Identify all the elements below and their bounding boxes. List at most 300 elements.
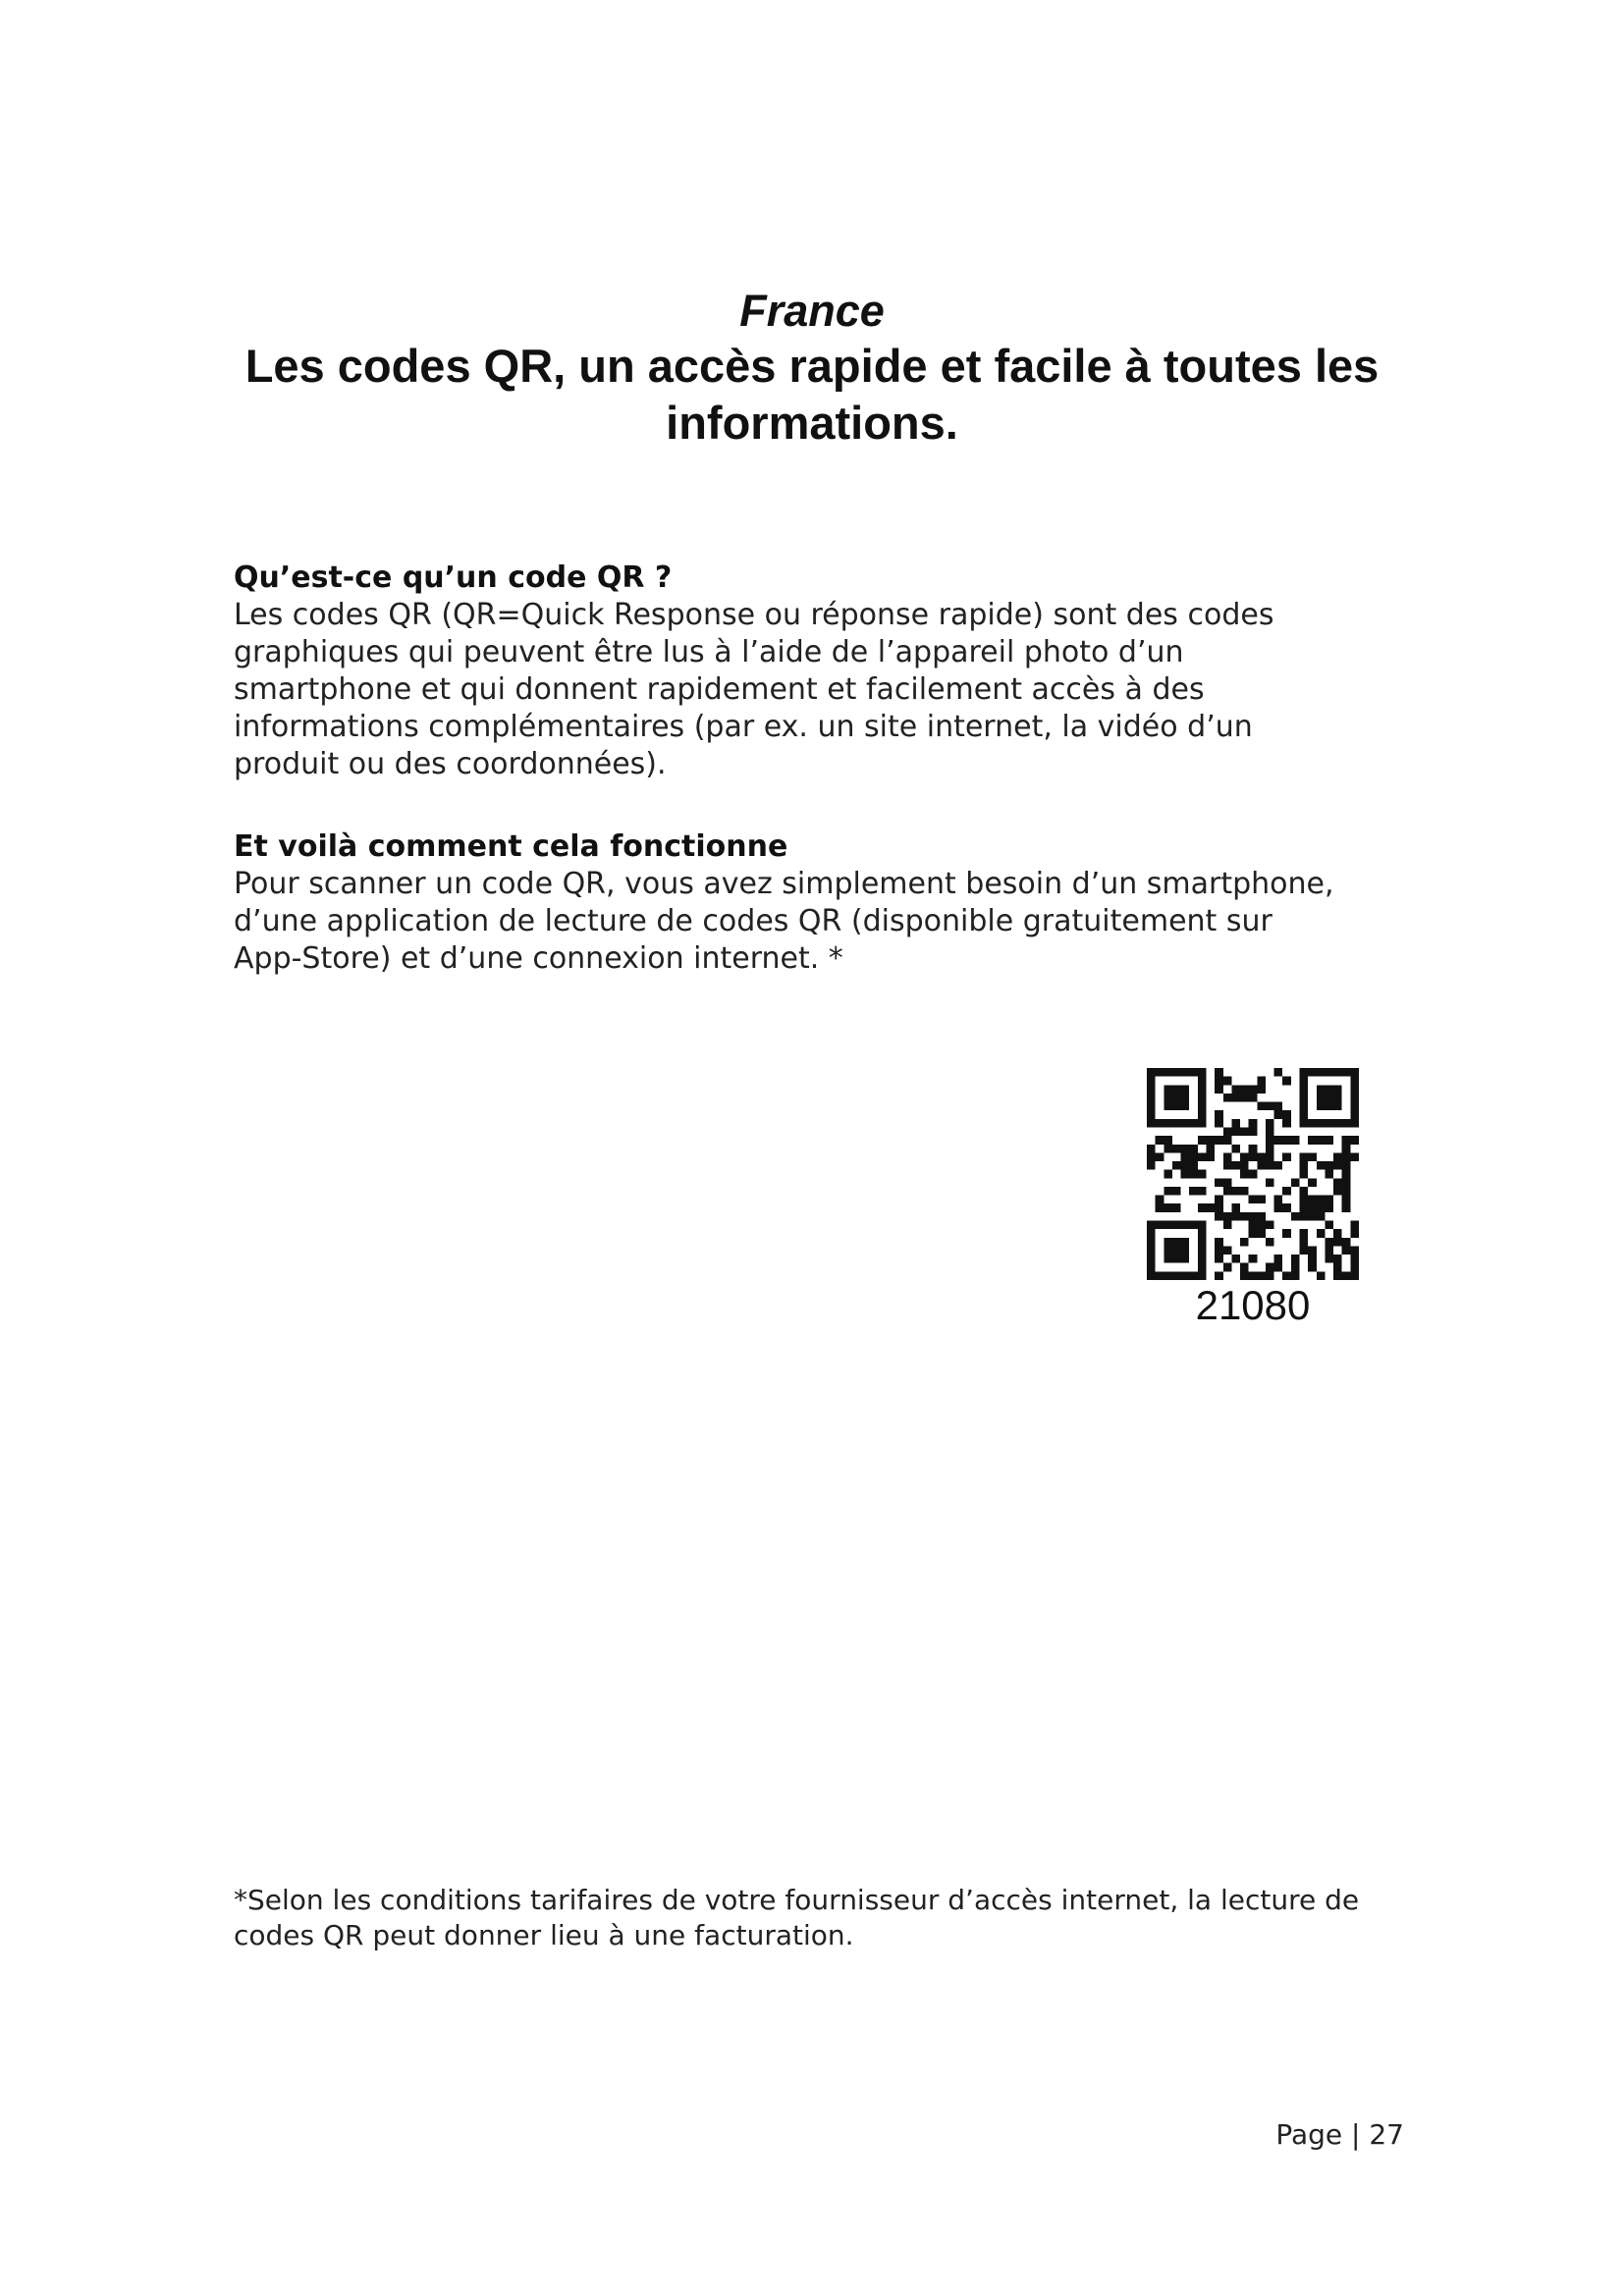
qr-module — [1350, 1077, 1359, 1086]
qr-module — [1257, 1271, 1266, 1280]
qr-module — [1317, 1212, 1326, 1221]
qr-module — [1333, 1187, 1342, 1196]
qr-module — [1249, 1196, 1258, 1204]
qr-module — [1308, 1119, 1317, 1128]
page-number: Page | 27 — [1275, 2118, 1404, 2151]
qr-module — [1181, 1221, 1190, 1230]
qr-module — [1231, 1127, 1240, 1136]
qr-module — [1231, 1119, 1240, 1128]
qr-module — [1181, 1238, 1190, 1247]
qr-module — [1342, 1170, 1351, 1179]
qr-module — [1223, 1094, 1232, 1102]
qr-module — [1172, 1246, 1181, 1255]
qr-module — [1231, 1145, 1240, 1153]
qr-module — [1172, 1068, 1181, 1077]
qr-module — [1308, 1212, 1317, 1221]
qr-module — [1198, 1263, 1207, 1272]
qr-module — [1300, 1229, 1309, 1238]
qr-module — [1223, 1152, 1232, 1161]
qr-module — [1333, 1085, 1342, 1094]
qr-module — [1231, 1255, 1240, 1263]
footnote: *Selon les conditions tarifaires de votre fournisseur d’accès internet, la lecture de codes QR peut donner lieu à une facturation. — [234, 1884, 1360, 1951]
qr-module — [1317, 1161, 1326, 1170]
qr-module — [1249, 1271, 1258, 1280]
qr-module — [1282, 1152, 1291, 1161]
qr-module — [1350, 1221, 1359, 1230]
qr-module — [1164, 1094, 1172, 1102]
qr-module — [1266, 1119, 1274, 1128]
qr-module — [1266, 1221, 1274, 1230]
qr-module — [1249, 1127, 1258, 1136]
qr-module — [1317, 1196, 1326, 1204]
qr-module — [1181, 1085, 1190, 1094]
qr-module — [1350, 1119, 1359, 1128]
qr-module — [1266, 1178, 1274, 1187]
qr-module — [1147, 1077, 1156, 1086]
qr-module — [1333, 1263, 1342, 1272]
qr-module — [1231, 1085, 1240, 1094]
qr-module — [1249, 1119, 1258, 1128]
qr-module — [1172, 1119, 1181, 1128]
qr-module — [1342, 1196, 1351, 1204]
qr-module — [1181, 1170, 1190, 1179]
qr-module — [1249, 1145, 1258, 1153]
qr-module — [1266, 1145, 1274, 1153]
qr-module — [1317, 1271, 1326, 1280]
qr-module — [1333, 1119, 1342, 1128]
qr-module — [1231, 1187, 1240, 1196]
qr-module — [1300, 1152, 1309, 1161]
qr-module — [1274, 1196, 1283, 1204]
qr-module — [1317, 1068, 1326, 1077]
qr-module — [1181, 1161, 1190, 1170]
qr-module — [1300, 1187, 1309, 1196]
qr-module — [1215, 1271, 1223, 1280]
qr-module — [1342, 1068, 1351, 1077]
qr-module — [1274, 1255, 1283, 1263]
qr-module — [1198, 1238, 1207, 1247]
qr-module — [1189, 1068, 1198, 1077]
qr-module — [1282, 1203, 1291, 1212]
qr-module — [1300, 1212, 1309, 1221]
qr-module — [1215, 1196, 1223, 1204]
qr-module — [1156, 1136, 1164, 1145]
qr-module — [1147, 1246, 1156, 1255]
qr-module — [1172, 1255, 1181, 1263]
qr-module — [1266, 1102, 1274, 1111]
qr-module — [1282, 1077, 1291, 1086]
section-heading: Qu’est-ce qu’un code QR ? — [234, 561, 673, 595]
qr-module — [1266, 1136, 1274, 1145]
qr-module — [1342, 1246, 1351, 1255]
qr-module — [1240, 1161, 1249, 1170]
qr-module — [1215, 1178, 1223, 1187]
qr-module — [1291, 1263, 1300, 1272]
qr-module — [1172, 1102, 1181, 1111]
qr-module — [1317, 1136, 1326, 1145]
qr-module — [1300, 1170, 1309, 1179]
qr-module — [1325, 1255, 1333, 1263]
qr-module — [1350, 1094, 1359, 1102]
qr-module — [1206, 1145, 1215, 1153]
qr-module — [1300, 1196, 1309, 1204]
qr-module — [1300, 1077, 1309, 1086]
qr-module — [1198, 1203, 1207, 1212]
qr-module — [1147, 1221, 1156, 1230]
section-heading: Et voilà comment cela fonctionne — [234, 829, 788, 864]
qr-module — [1172, 1094, 1181, 1102]
qr-module — [1342, 1161, 1351, 1170]
qr-module — [1325, 1094, 1333, 1102]
qr-module — [1215, 1110, 1223, 1119]
qr-module — [1325, 1085, 1333, 1094]
qr-module — [1198, 1085, 1207, 1094]
qr-module — [1223, 1178, 1232, 1187]
qr-module — [1181, 1094, 1190, 1102]
qr-module — [1350, 1085, 1359, 1094]
qr-module — [1164, 1246, 1172, 1255]
qr-module — [1333, 1229, 1342, 1238]
qr-module — [1215, 1203, 1223, 1212]
qr-module — [1300, 1068, 1309, 1077]
qr-module — [1181, 1102, 1190, 1111]
qr-module — [1266, 1161, 1274, 1170]
qr-module — [1282, 1271, 1291, 1280]
qr-module — [1317, 1203, 1326, 1212]
section-how-it-works — [234, 828, 1432, 978]
qr-module — [1240, 1170, 1249, 1179]
qr-module — [1300, 1203, 1309, 1212]
qr-module — [1215, 1136, 1223, 1145]
qr-module — [1342, 1203, 1351, 1212]
qr-module — [1198, 1246, 1207, 1255]
qr-module — [1274, 1161, 1283, 1170]
qr-module — [1215, 1068, 1223, 1077]
qr-module — [1342, 1271, 1351, 1280]
qr-module — [1240, 1094, 1249, 1102]
qr-module — [1223, 1077, 1232, 1086]
qr-module — [1266, 1127, 1274, 1136]
qr-module — [1257, 1221, 1266, 1230]
qr-module — [1172, 1203, 1181, 1212]
qr-module — [1325, 1161, 1333, 1170]
qr-module — [1198, 1077, 1207, 1086]
qr-module — [1164, 1203, 1172, 1212]
qr-module — [1198, 1255, 1207, 1263]
qr-module — [1317, 1094, 1326, 1102]
qr-module — [1240, 1271, 1249, 1280]
qr-module — [1164, 1102, 1172, 1111]
qr-module — [1172, 1221, 1181, 1230]
qr-module — [1333, 1094, 1342, 1102]
qr-module — [1156, 1152, 1164, 1161]
qr-module — [1300, 1119, 1309, 1128]
qr-module — [1266, 1271, 1274, 1280]
qr-module — [1257, 1229, 1266, 1238]
qr-module — [1189, 1152, 1198, 1161]
qr-module — [1198, 1110, 1207, 1119]
qr-module — [1198, 1068, 1207, 1077]
qr-module — [1350, 1136, 1359, 1145]
qr-module — [1308, 1255, 1317, 1263]
qr-module — [1181, 1068, 1190, 1077]
qr-module — [1223, 1136, 1232, 1145]
qr-module — [1164, 1170, 1172, 1179]
qr-module — [1172, 1085, 1181, 1094]
qr-module — [1156, 1068, 1164, 1077]
qr-module — [1164, 1085, 1172, 1094]
qr-module — [1240, 1238, 1249, 1247]
qr-module — [1266, 1152, 1274, 1161]
qr-module — [1325, 1238, 1333, 1247]
qr-module — [1189, 1145, 1198, 1153]
qr-module — [1308, 1246, 1317, 1255]
qr-module — [1300, 1110, 1309, 1119]
qr-module — [1156, 1119, 1164, 1128]
qr-module — [1333, 1238, 1342, 1247]
qr-code-number: 21080 — [1195, 1282, 1311, 1328]
qr-module — [1147, 1094, 1156, 1102]
qr-module — [1350, 1068, 1359, 1077]
qr-module — [1308, 1178, 1317, 1187]
qr-module — [1249, 1221, 1258, 1230]
qr-module — [1308, 1068, 1317, 1077]
qr-module — [1325, 1170, 1333, 1179]
qr-module — [1257, 1085, 1266, 1094]
qr-module — [1274, 1068, 1283, 1077]
qr-module — [1291, 1178, 1300, 1187]
qr-module — [1240, 1212, 1249, 1221]
qr-module — [1342, 1145, 1351, 1153]
qr-module — [1325, 1196, 1333, 1204]
qr-module — [1249, 1255, 1258, 1263]
qr-module — [1266, 1238, 1274, 1247]
qr-module — [1274, 1203, 1283, 1212]
qr-module — [1231, 1094, 1240, 1102]
qr-module — [1249, 1229, 1258, 1238]
country-title: France — [739, 286, 885, 336]
qr-module — [1274, 1263, 1283, 1272]
qr-module — [1325, 1246, 1333, 1255]
qr-module — [1342, 1152, 1351, 1161]
qr-module — [1342, 1187, 1351, 1196]
qr-module — [1215, 1246, 1223, 1255]
qr-module — [1223, 1212, 1232, 1221]
qr-module — [1291, 1212, 1300, 1221]
qr-module — [1350, 1229, 1359, 1238]
qr-module — [1147, 1110, 1156, 1119]
qr-module — [1300, 1246, 1309, 1255]
qr-module — [1249, 1170, 1258, 1179]
qr-module — [1147, 1102, 1156, 1111]
qr-module — [1164, 1271, 1172, 1280]
qr-module — [1249, 1085, 1258, 1094]
qr-code-image — [1147, 1068, 1359, 1280]
qr-module — [1240, 1127, 1249, 1136]
qr-module — [1249, 1094, 1258, 1102]
qr-module — [1198, 1221, 1207, 1230]
qr-module — [1231, 1161, 1240, 1170]
qr-module — [1147, 1145, 1156, 1153]
qr-module — [1215, 1077, 1223, 1086]
qr-module — [1333, 1068, 1342, 1077]
qr-module — [1325, 1068, 1333, 1077]
qr-module — [1350, 1246, 1359, 1255]
qr-module — [1325, 1102, 1333, 1111]
qr-module — [1198, 1102, 1207, 1111]
qr-module — [1164, 1187, 1172, 1196]
qr-module — [1223, 1246, 1232, 1255]
qr-module — [1308, 1136, 1317, 1145]
qr-module — [1325, 1119, 1333, 1128]
qr-module — [1156, 1271, 1164, 1280]
qr-module — [1198, 1136, 1207, 1145]
qr-code-block — [1147, 1068, 1359, 1329]
qr-module — [1189, 1187, 1198, 1196]
qr-module — [1164, 1136, 1172, 1145]
qr-module — [1164, 1068, 1172, 1077]
qr-module — [1189, 1271, 1198, 1280]
page-title: Les codes QR, un accès rapide et facile à toutes les informations. — [244, 340, 1380, 449]
qr-module — [1147, 1068, 1156, 1077]
qr-module — [1172, 1271, 1181, 1280]
qr-module — [1291, 1136, 1300, 1145]
qr-module — [1291, 1271, 1300, 1280]
qr-module — [1300, 1102, 1309, 1111]
qr-module — [1206, 1203, 1215, 1212]
qr-module — [1350, 1271, 1359, 1280]
qr-module — [1206, 1152, 1215, 1161]
qr-module — [1300, 1094, 1309, 1102]
qr-module — [1189, 1170, 1198, 1179]
qr-module — [1350, 1102, 1359, 1111]
qr-module — [1257, 1196, 1266, 1204]
qr-module — [1282, 1229, 1291, 1238]
qr-module — [1325, 1203, 1333, 1212]
qr-module — [1325, 1136, 1333, 1145]
qr-module — [1300, 1161, 1309, 1170]
qr-module — [1333, 1152, 1342, 1161]
qr-module — [1147, 1152, 1156, 1161]
qr-module — [1249, 1212, 1258, 1221]
qr-module — [1147, 1263, 1156, 1272]
qr-module — [1147, 1229, 1156, 1238]
qr-module — [1181, 1119, 1190, 1128]
qr-module — [1156, 1203, 1164, 1212]
qr-module — [1333, 1102, 1342, 1111]
qr-module — [1333, 1271, 1342, 1280]
qr-module — [1350, 1263, 1359, 1272]
section-body: Pour scanner un code QR, vous avez simplement besoin d’un smartphone, d’une application de lecture de codes QR (disponible gratuitement sur App-Store) et d’une connexion internet. * — [234, 867, 1334, 976]
qr-module — [1257, 1161, 1266, 1170]
qr-module — [1164, 1255, 1172, 1263]
qr-module — [1342, 1238, 1351, 1247]
qr-module — [1147, 1085, 1156, 1094]
qr-module — [1198, 1170, 1207, 1179]
qr-module — [1147, 1271, 1156, 1280]
qr-module — [1172, 1238, 1181, 1247]
qr-module — [1350, 1110, 1359, 1119]
qr-module — [1257, 1212, 1266, 1221]
qr-module — [1147, 1255, 1156, 1263]
qr-module — [1350, 1255, 1359, 1263]
qr-module — [1147, 1161, 1156, 1170]
qr-module — [1172, 1145, 1181, 1153]
qr-module — [1300, 1085, 1309, 1094]
qr-module — [1181, 1255, 1190, 1263]
qr-module — [1215, 1085, 1223, 1094]
qr-module — [1198, 1271, 1207, 1280]
qr-module — [1198, 1229, 1207, 1238]
qr-module — [1291, 1255, 1300, 1263]
qr-module — [1215, 1255, 1223, 1263]
qr-module — [1342, 1136, 1351, 1145]
qr-module — [1317, 1085, 1326, 1094]
qr-module — [1266, 1263, 1274, 1272]
section-body: Les codes QR (QR=Quick Response ou réponse rapide) sont des codes graphiques qui peuvent être lus à l’aide de l’appareil photo d’un smartphone et qui donnent rapidement et facilement accès à des informations complémentaires (par ex. un site internet, la vidéo d’un produit ou des coordonnées). — [234, 598, 1274, 781]
qr-module — [1223, 1263, 1232, 1272]
qr-module — [1231, 1203, 1240, 1212]
qr-module — [1333, 1255, 1342, 1263]
qr-module — [1308, 1196, 1317, 1204]
qr-module — [1156, 1221, 1164, 1230]
qr-module — [1257, 1152, 1266, 1161]
qr-module — [1308, 1263, 1317, 1272]
qr-module — [1333, 1178, 1342, 1187]
qr-module — [1274, 1102, 1283, 1111]
qr-module — [1198, 1152, 1207, 1161]
qr-module — [1282, 1110, 1291, 1119]
qr-module — [1147, 1238, 1156, 1247]
qr-module — [1189, 1221, 1198, 1230]
qr-module — [1308, 1152, 1317, 1161]
section-what-is-qr — [234, 560, 1432, 783]
qr-module — [1206, 1136, 1215, 1145]
qr-module — [1181, 1152, 1190, 1161]
qr-module — [1274, 1110, 1283, 1119]
qr-module — [1181, 1145, 1190, 1153]
qr-module — [1231, 1212, 1240, 1221]
qr-module — [1282, 1136, 1291, 1145]
qr-module — [1223, 1187, 1232, 1196]
qr-module — [1172, 1187, 1181, 1196]
qr-module — [1181, 1246, 1190, 1255]
qr-module — [1189, 1161, 1198, 1170]
qr-module — [1282, 1119, 1291, 1128]
qr-module — [1147, 1119, 1156, 1128]
qr-module — [1164, 1145, 1172, 1153]
qr-module — [1333, 1161, 1342, 1170]
qr-module — [1257, 1102, 1266, 1111]
qr-module — [1164, 1238, 1172, 1247]
qr-module — [1215, 1212, 1223, 1221]
qr-module — [1240, 1263, 1249, 1272]
qr-module — [1198, 1187, 1207, 1196]
qr-module — [1342, 1178, 1351, 1187]
qr-module — [1350, 1152, 1359, 1161]
qr-module — [1317, 1102, 1326, 1111]
qr-module — [1300, 1238, 1309, 1247]
qr-module — [1342, 1119, 1351, 1128]
qr-module — [1240, 1152, 1249, 1161]
page-header — [0, 285, 1624, 452]
qr-module — [1308, 1203, 1317, 1212]
qr-module — [1282, 1187, 1291, 1196]
qr-module — [1164, 1119, 1172, 1128]
qr-module — [1325, 1221, 1333, 1230]
qr-module — [1240, 1085, 1249, 1094]
qr-module — [1156, 1196, 1164, 1204]
